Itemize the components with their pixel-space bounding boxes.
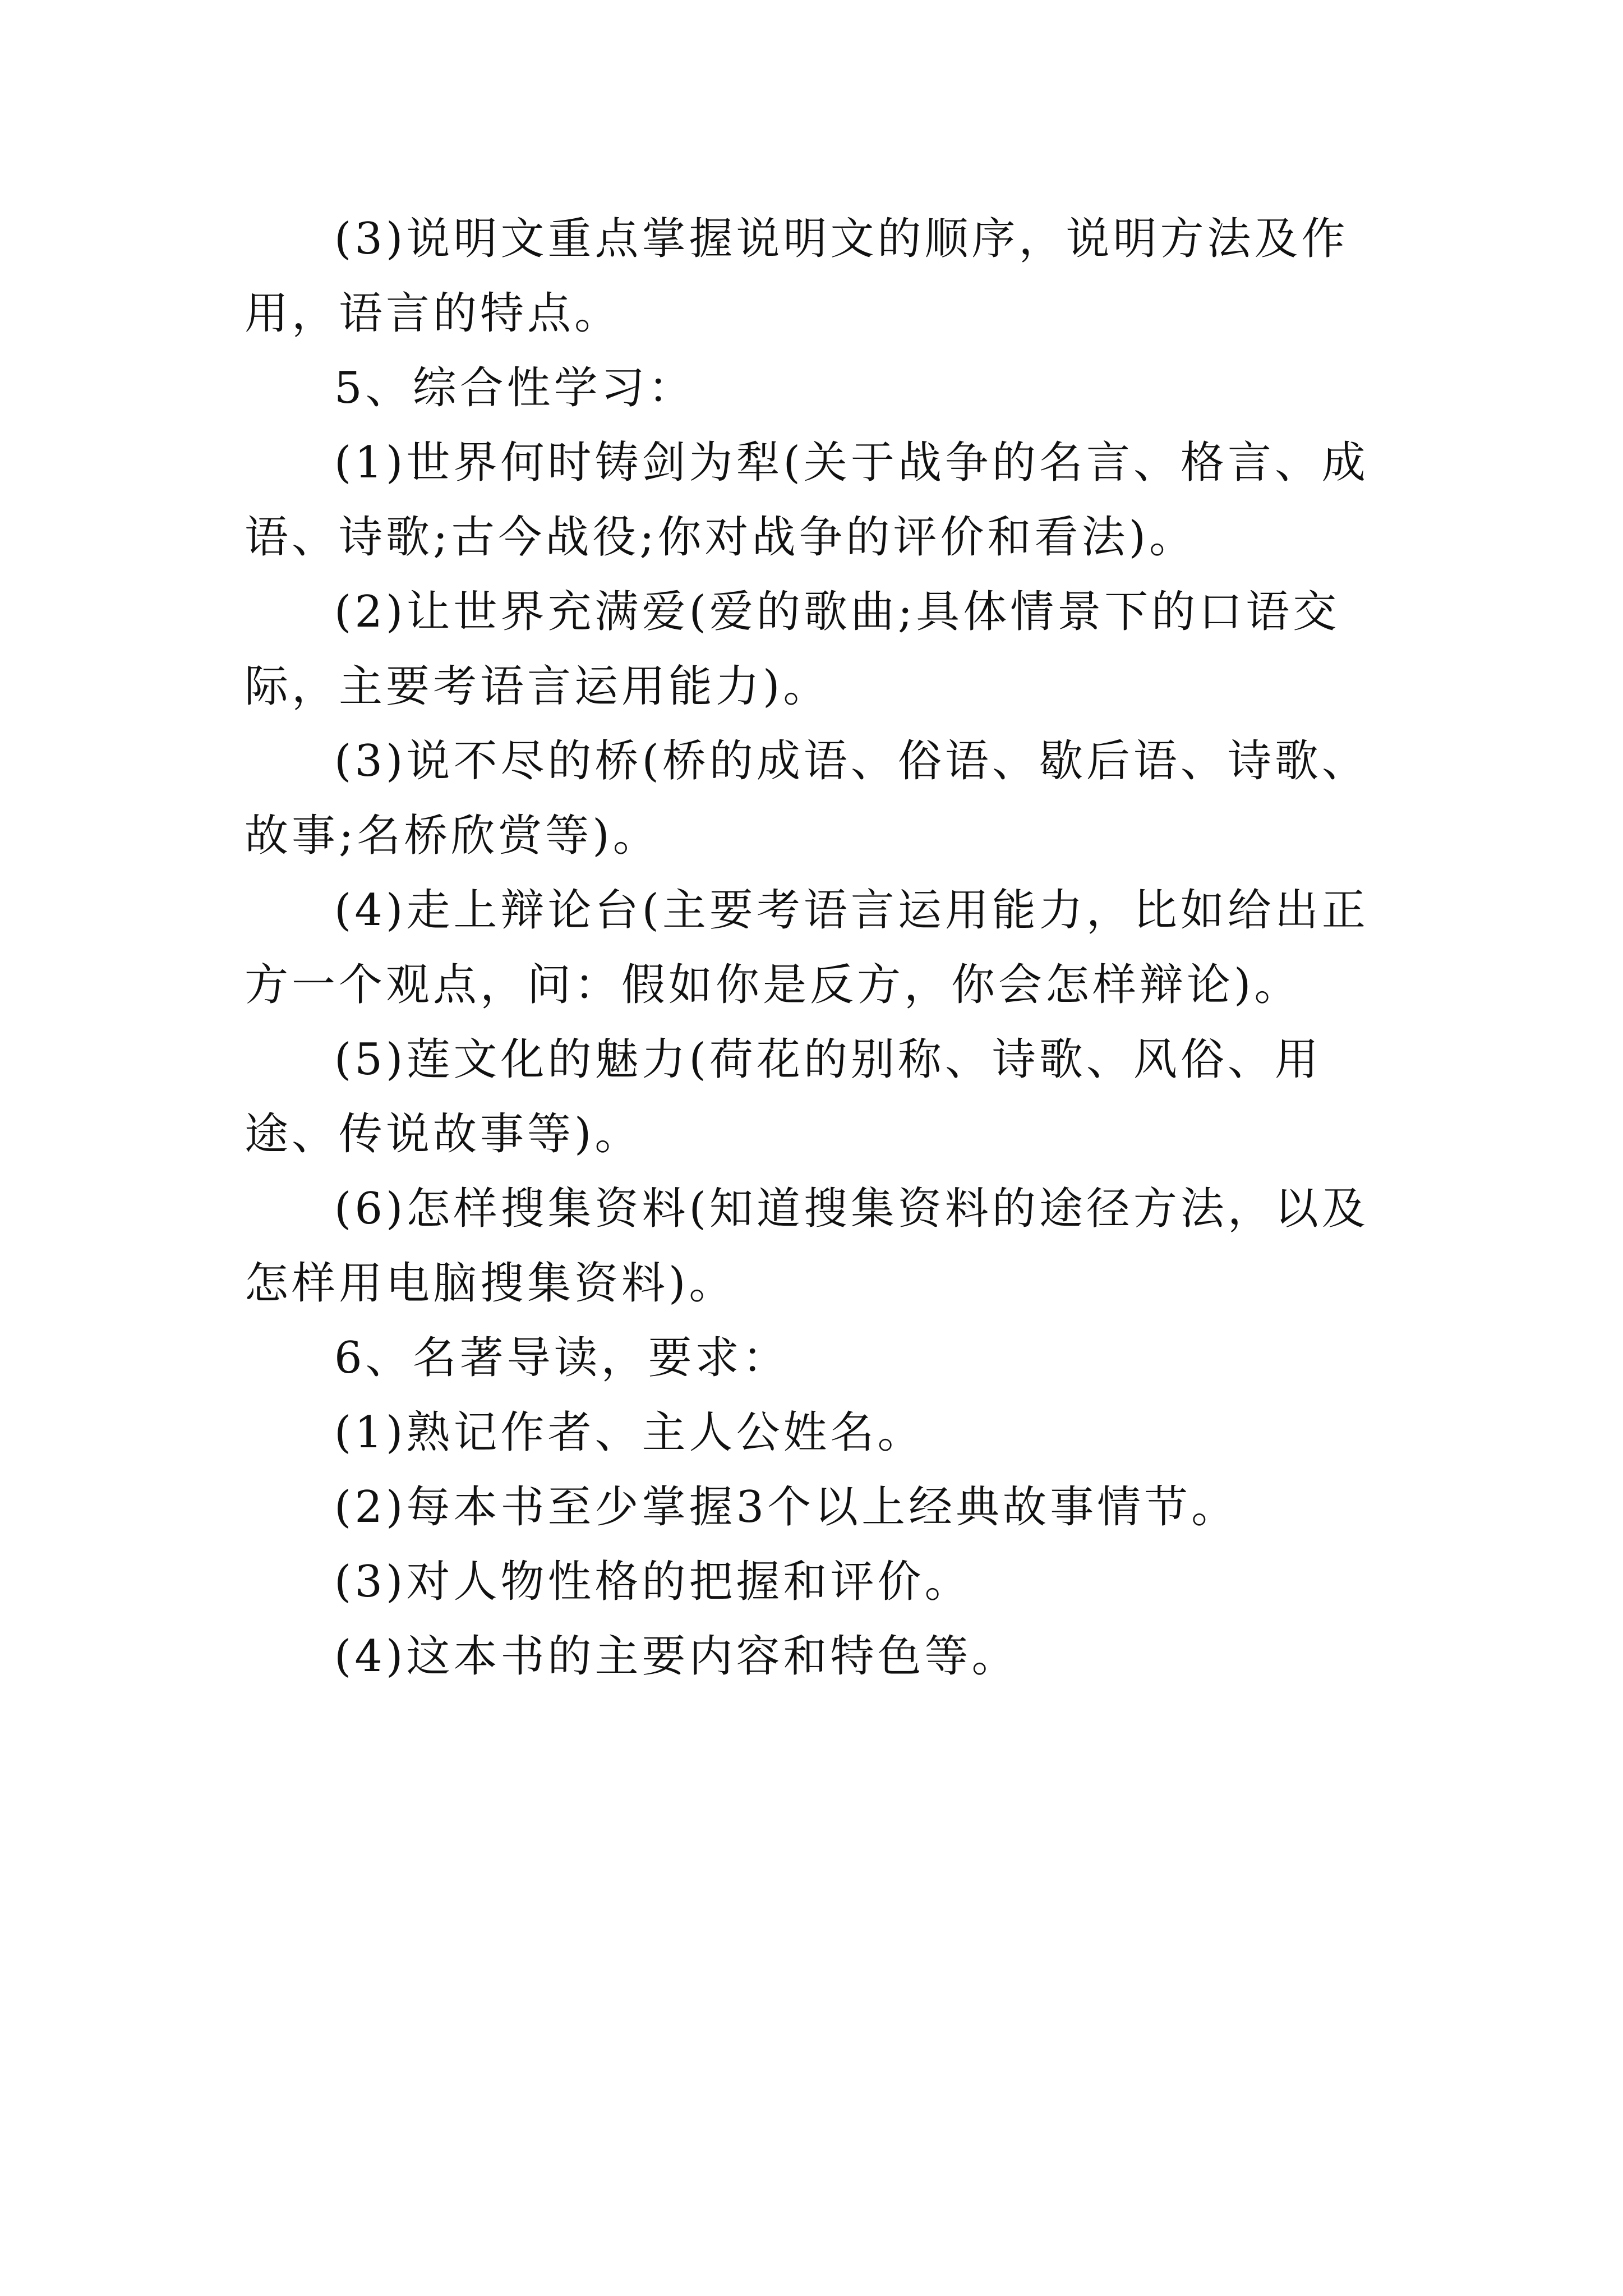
paragraph-item-5-lotus: (5)莲文化的魅力(荷花的别称、诗歌、风俗、用途、传说故事等)。 — [245, 1034, 1322, 1159]
paragraph-item-2-love: (2)让世界充满爱(爱的歌曲;具体情景下的口语交际，主要考语言运用能力)。 — [245, 587, 1340, 712]
paragraph-expository-text: (3)说明文重点掌握说明文的顺序，说明方法及作用，语言的特点。 — [245, 214, 1349, 339]
paragraph-section-5-heading: 5、综合性学习： — [334, 363, 695, 413]
paragraph-item-6-research: (6)怎样搜集资料(知道搜集资料的途径方法，以及怎样用电脑搜集资料)。 — [245, 1184, 1369, 1309]
paragraph-classic-req-4: (4)这本书的主要内容和特色等。 — [334, 1631, 1019, 1682]
paragraph-section-6-heading: 6、名著导读，要求： — [334, 1333, 790, 1383]
paragraph-classic-req-1: (1)熟记作者、主人公姓名。 — [334, 1407, 925, 1458]
paragraph-classic-req-2: (2)每本书至少掌握3个以上经典故事情节。 — [334, 1482, 1239, 1533]
paragraph-item-4-debate: (4)走上辩论台(主要考语言运用能力，比如给出正方一个观点，问：假如你是反方，你会怎样辩论)。 — [245, 885, 1369, 1010]
paragraph-item-1-war: (1)世界何时铸剑为犁(关于战争的名言、格言、成语、诗歌;古今战役;你对战争的评价和看法)。 — [245, 438, 1369, 563]
paragraph-classic-req-3: (3)对人物性格的把握和评价。 — [334, 1557, 972, 1607]
paragraph-item-3-bridge: (3)说不尽的桥(桥的成语、俗语、歇后语、诗歌、故事;名桥欣赏等)。 — [245, 736, 1369, 861]
document-body — [245, 202, 1400, 1694]
